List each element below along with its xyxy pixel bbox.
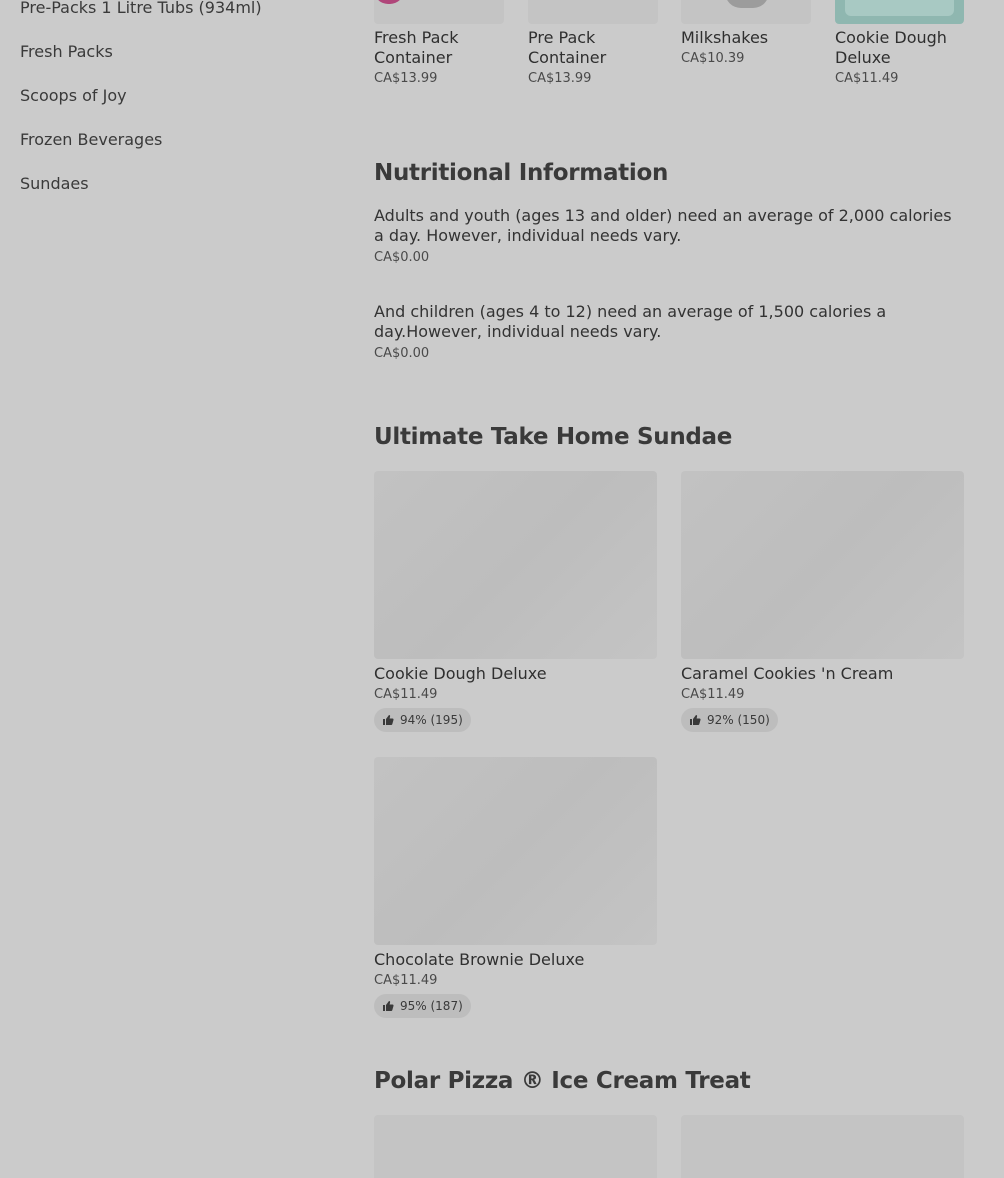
sidebar-item-fresh-packs[interactable]: Fresh Packs — [20, 42, 113, 61]
menu-item-milkshakes[interactable] — [681, 28, 811, 66]
cookie-dough-thumb-inner — [845, 0, 954, 16]
thumbs-up-icon — [382, 714, 394, 726]
milkshake-cup-shape — [725, 0, 769, 8]
fresh-pack-thumbnail[interactable] — [374, 0, 504, 24]
sundae-card-cookie-dough[interactable] — [374, 471, 657, 732]
thumbs-up-icon — [382, 1000, 394, 1012]
rating-text: 95% (187) — [400, 999, 463, 1013]
item-name: Milkshakes — [681, 28, 769, 47]
product-price: CA$11.49 — [374, 973, 438, 988]
product-name: Caramel Cookies 'n Cream — [681, 664, 894, 683]
rating-badge — [374, 708, 471, 732]
rating-badge — [374, 994, 471, 1018]
sidebar-item-scoops-of-joy[interactable]: Scoops of Joy — [20, 86, 127, 105]
item-price: CA$11.49 — [835, 71, 899, 86]
pre-pack-thumbnail[interactable] — [528, 0, 658, 24]
product-price: CA$11.49 — [374, 687, 438, 702]
item-price: CA$13.99 — [374, 71, 438, 86]
item-price: CA$13.99 — [528, 71, 592, 86]
menu-item-cookie-dough[interactable] — [835, 28, 965, 86]
nutrition-item-children[interactable] — [374, 302, 959, 361]
sidebar-item-sundaes[interactable]: Sundaes — [20, 174, 89, 193]
sundae-card-caramel-cookies[interactable] — [681, 471, 964, 732]
nutrition-desc: Adults and youth (ages 13 and older) need an average of 2,000 calories a day. However, individual needs vary. — [374, 206, 952, 245]
item-name: Pre Pack Container — [528, 28, 607, 67]
item-name: Fresh Pack Container — [374, 28, 459, 67]
menu-item-pre-pack[interactable] — [528, 28, 658, 86]
fresh-pack-thumb-accent — [374, 0, 404, 4]
cookie-dough-thumbnail[interactable] — [835, 0, 964, 24]
polar-pizza-image-1[interactable] — [374, 1115, 657, 1178]
nutrition-price: CA$0.00 — [374, 346, 430, 361]
product-price: CA$11.49 — [681, 687, 745, 702]
section-title-sundae: Ultimate Take Home Sundae — [374, 424, 733, 450]
nutrition-desc: And children (ages 4 to 12) need an average of 1,500 calories a day.However, individual needs vary. — [374, 302, 887, 341]
item-name: Cookie Dough Deluxe — [835, 28, 947, 67]
sundae-card-chocolate-brownie[interactable] — [374, 757, 657, 1018]
product-name: Chocolate Brownie Deluxe — [374, 950, 585, 969]
product-image[interactable] — [681, 471, 964, 659]
thumbs-up-icon — [689, 714, 701, 726]
menu-item-fresh-pack[interactable] — [374, 28, 504, 86]
polar-pizza-image-2[interactable] — [681, 1115, 964, 1178]
sidebar-item-pre-packs[interactable]: Pre-Packs 1 Litre Tubs (934ml) — [20, 0, 262, 17]
sidebar-item-frozen-beverages[interactable]: Frozen Beverages — [20, 130, 163, 149]
rating-badge — [681, 708, 778, 732]
item-price: CA$10.39 — [681, 51, 745, 66]
milkshakes-thumbnail[interactable] — [681, 0, 811, 24]
nutrition-item-adults[interactable] — [374, 206, 959, 265]
product-image[interactable] — [374, 757, 657, 945]
product-image[interactable] — [374, 471, 657, 659]
section-title-nutrition: Nutritional Information — [374, 160, 669, 186]
section-title-polar-pizza: Polar Pizza ® Ice Cream Treat — [374, 1068, 751, 1094]
product-name: Cookie Dough Deluxe — [374, 664, 547, 683]
rating-text: 92% (150) — [707, 713, 770, 727]
nutrition-price: CA$0.00 — [374, 250, 430, 265]
rating-text: 94% (195) — [400, 713, 463, 727]
